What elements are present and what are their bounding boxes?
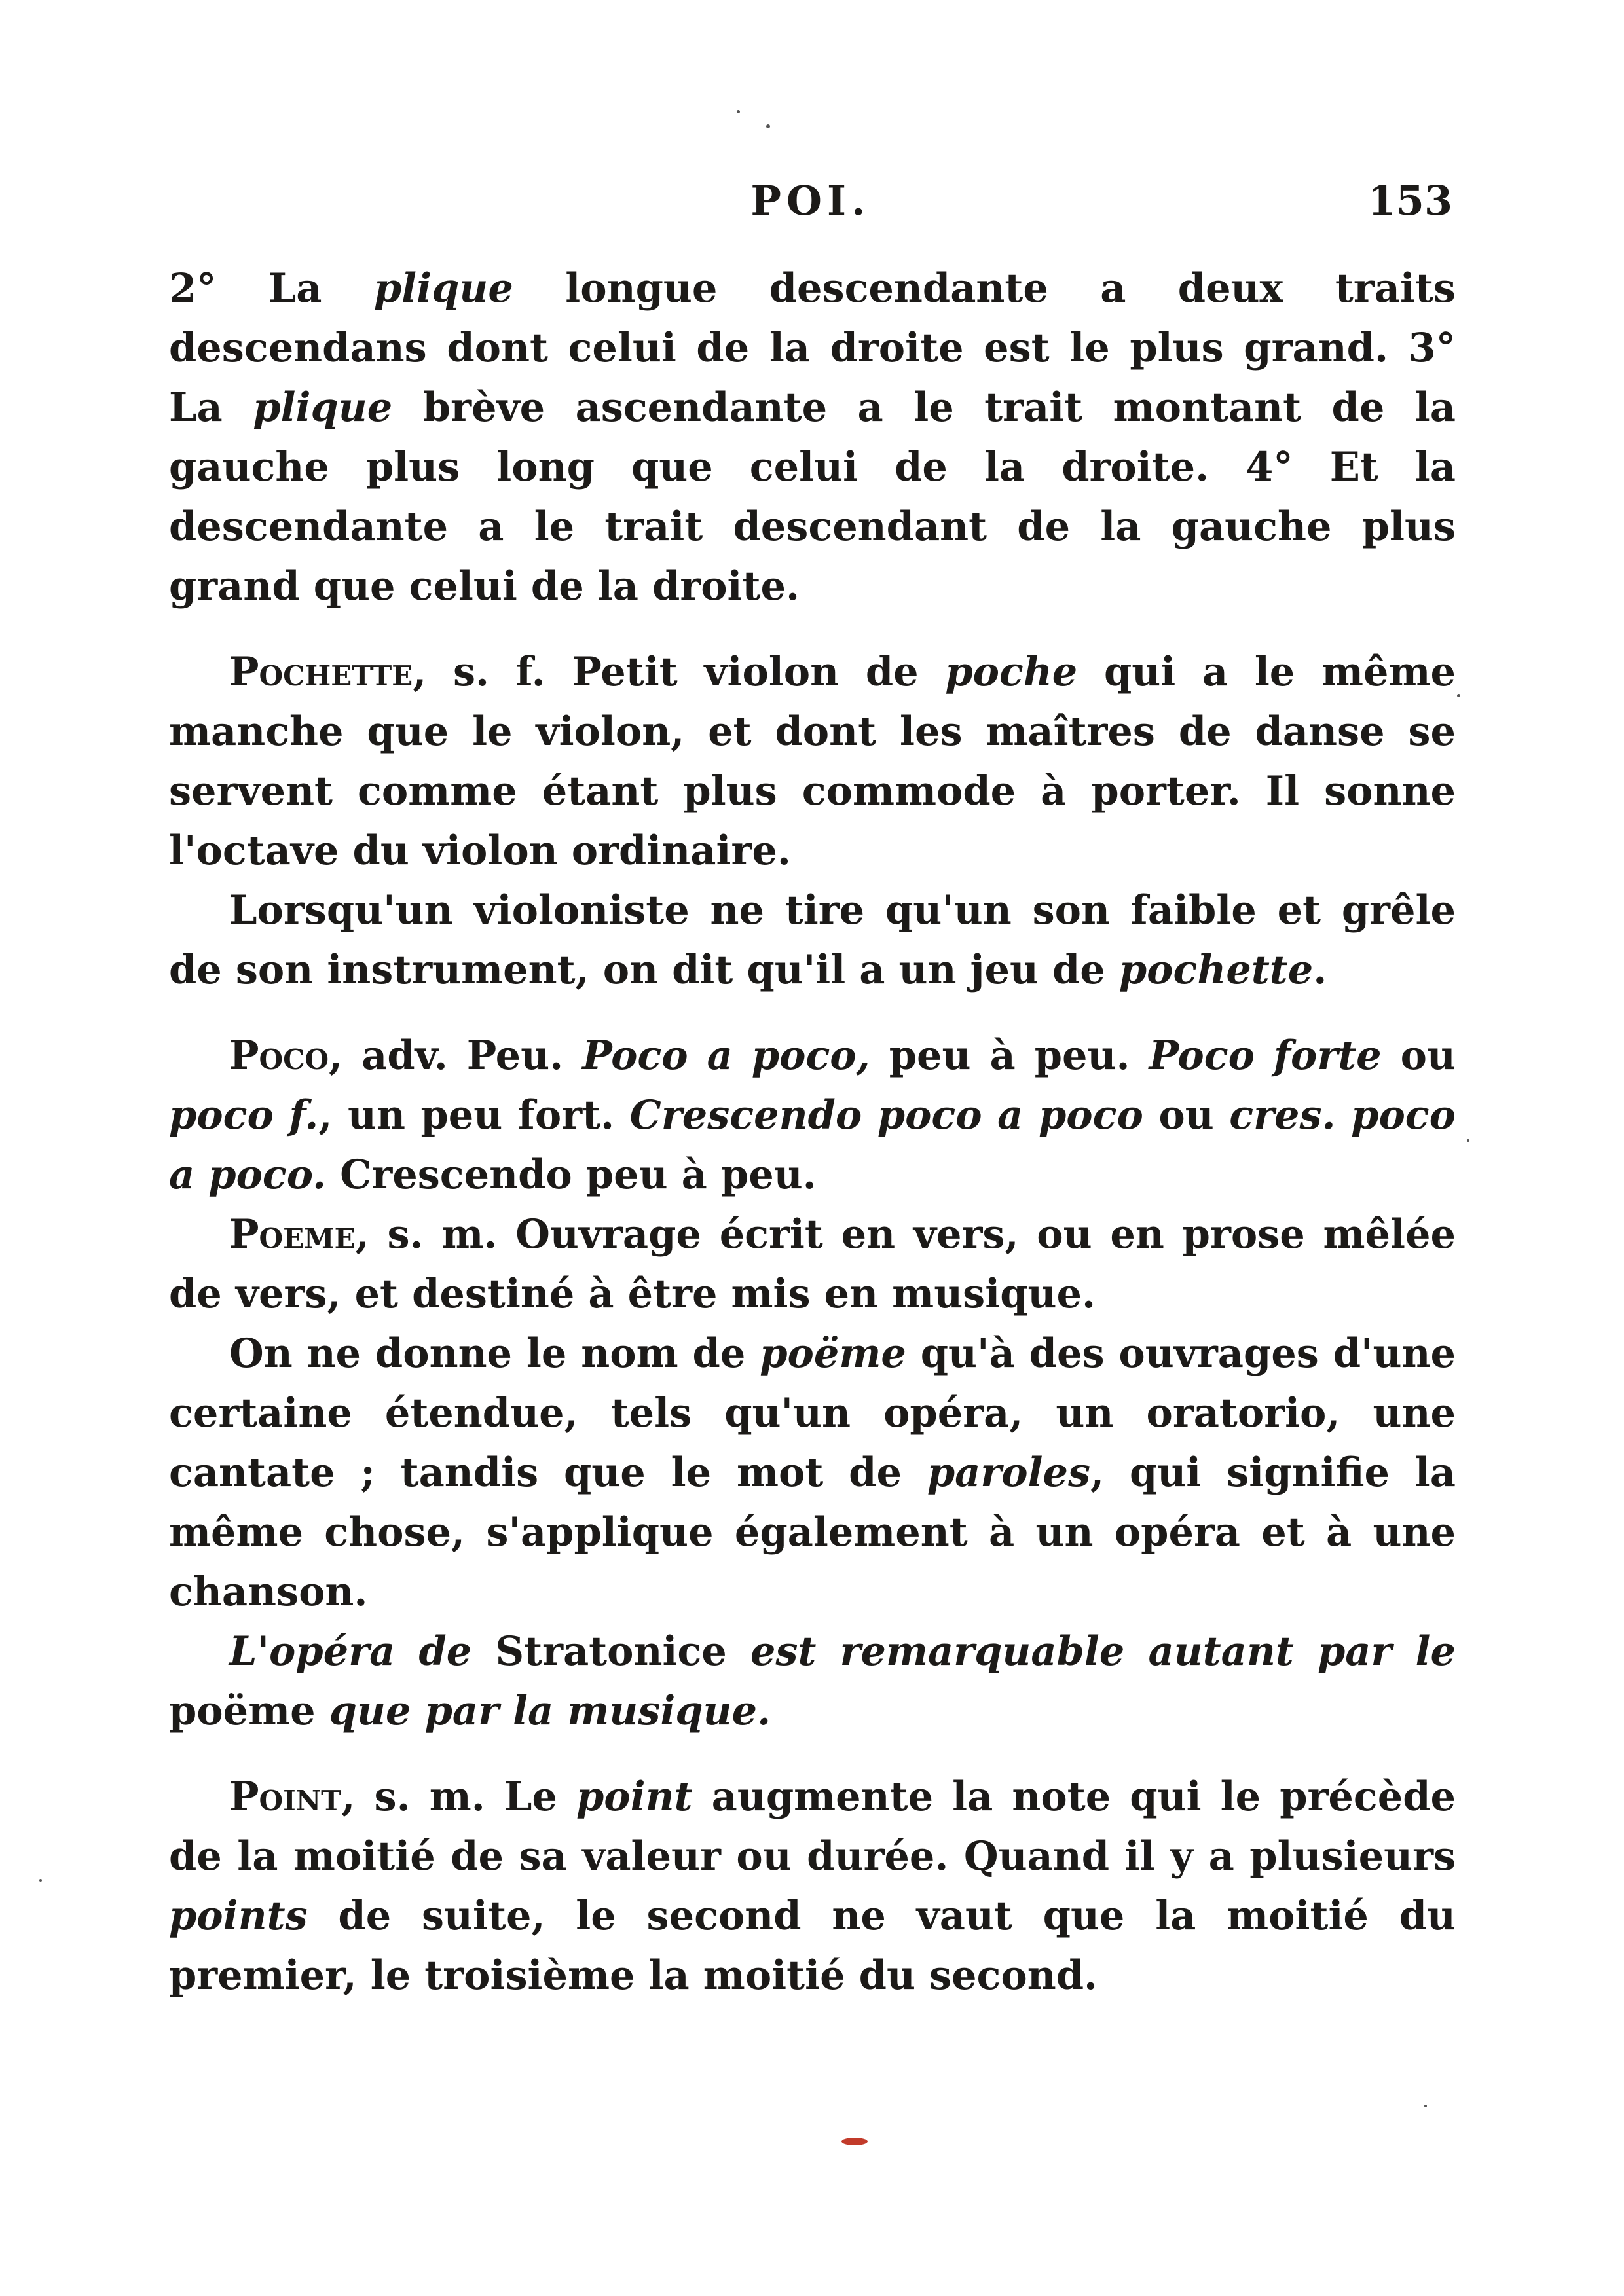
text-run: , adv. Peu. [329,1032,583,1079]
italic-run: points [169,1893,308,1939]
text-run: On ne donne le nom de [229,1330,760,1377]
text-run: Crescendo peu à peu. [326,1152,817,1198]
italic-run: plique [373,265,513,312]
italic-run: cres. poco a poco. [169,1092,1456,1198]
text-run: poëme [169,1688,329,1734]
text-run: ou [1143,1092,1230,1139]
text-run: peu à peu. [870,1032,1149,1079]
italic-run: Poco a poco, [582,1032,870,1079]
italic-run: pochette [1118,947,1314,993]
speck [1424,2105,1427,2107]
italic-run: poche [945,649,1078,695]
speck [1457,694,1460,697]
paragraph-poeme-3 [169,1622,1456,1741]
italic-run: paroles [927,1449,1091,1496]
text-run: Lorsqu'un violoniste ne tire qu'un son faible et grêle de son instrument, on dit qu'il a un jeu de [169,887,1456,993]
italic-run: Crescendo poco a poco [629,1092,1143,1139]
paragraph-poco [169,1026,1456,1205]
speck [737,110,740,113]
text-run: , s. m. Ouvrage écrit en vers, ou en prose mêlée de vers, et destiné à être mis en musique. [169,1211,1456,1317]
paragraph-poeme-2 [169,1324,1456,1622]
speck [1467,1139,1469,1142]
text-run: , qui signifie la même chose, s'applique également à un opéra et à une chanson. [169,1449,1456,1615]
text-run: longue descendante a deux traits descendans dont celui de la droite est le plus grand. 3° La [169,265,1456,431]
text-run: , s. f. Petit violon de [413,649,946,695]
headword: Pochette [229,649,413,695]
speck [39,1879,42,1882]
paragraph-poeme [169,1205,1456,1324]
italic-run: plique [253,384,393,431]
page-number: 153 [1367,177,1452,225]
text-run: . [1313,947,1327,993]
body-text [169,259,1456,2005]
italic-run: poëme [760,1330,906,1377]
text-run: 2° La [169,265,374,312]
text-run: augmente la note qui le précède de la moitié de sa valeur ou durée. Quand il y a plusieurs [169,1774,1456,1880]
italic-run: est remarquable autant par le [750,1628,1456,1675]
paragraph-pochette [169,642,1456,881]
paragraph-plique-continued [169,259,1456,616]
text-run: Stratonice [471,1628,750,1675]
text-run: , s. m. Le [341,1774,576,1820]
italic-run: L'opéra de [229,1628,472,1675]
text-run: , un peu fort. [318,1092,630,1139]
speck [766,124,770,128]
text-run: ou [1381,1032,1456,1079]
page-header [169,177,1452,236]
text-run: qui a le même manche que le violon, et dont les maîtres de danse se servent comme étant plus commode à porter. Il sonne l'octave du violon ordinaire. [169,649,1456,874]
headword: Point [229,1774,342,1820]
italic-run: poco f. [169,1092,319,1139]
text-run: de suite, le second ne vaut que la moitié du premier, le troisième la moitié du second. [169,1893,1456,1999]
text-run: brève ascendante a le trait montant de la gauche plus long que celui de la droite. 4° Et la descendante a le trait descendant de la gauche plus grand que celui de la droite. [169,384,1456,610]
running-head: POI. [750,177,871,225]
italic-run: que par la musique. [329,1688,771,1734]
paragraph-pochette-2 [169,881,1456,1000]
text-run: qu'à des ouvrages d'une certaine étendue, tels qu'un opéra, un oratorio, une cantate ; tandis que le mot de [169,1330,1456,1496]
italic-run: Poco forte [1149,1032,1382,1079]
headword: Poco [229,1032,329,1079]
italic-run: point [576,1774,693,1820]
headword: Poeme [229,1211,356,1258]
paragraph-point [169,1767,1456,2005]
red-speck [841,2138,868,2145]
